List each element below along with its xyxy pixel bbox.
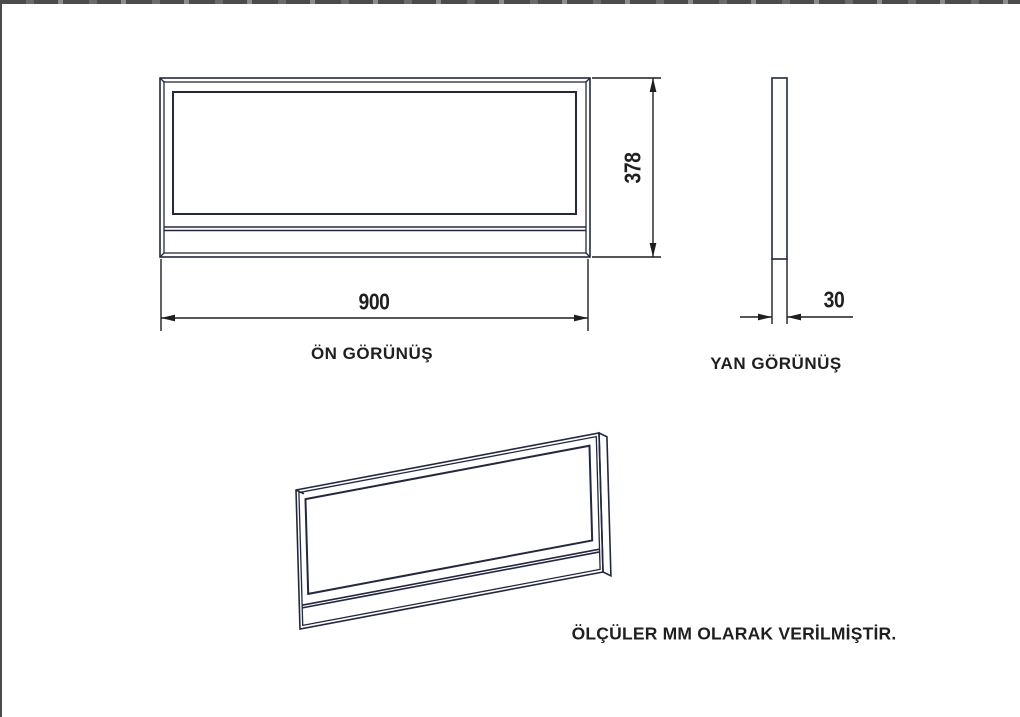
arrowhead-right-icon: [758, 314, 772, 321]
units-note: ÖLÇÜLER MM OLARAK VERİLMİŞTİR.: [571, 623, 897, 644]
thickness-dimension-label: 30: [823, 286, 845, 313]
arrowhead-left-icon: [161, 315, 175, 322]
arrowhead-right-icon: [574, 315, 588, 322]
side-view-drawing: [772, 78, 787, 259]
height-dimension-label: 378: [619, 152, 646, 184]
front-mirror-opening: [173, 92, 576, 214]
dimensions: [161, 78, 853, 331]
arrowhead-left-icon: [787, 314, 801, 321]
arrowhead-up-icon: [650, 78, 657, 92]
perspective-side-thickness: [599, 432, 611, 578]
perspective-shelf-rail-top: [302, 549, 599, 605]
perspective-shelf-rail-bottom: [302, 552, 599, 608]
perspective-mirror-opening: [305, 446, 592, 594]
perspective-view-drawing: [296, 432, 611, 635]
front-view-label: ÖN GÖRÜNÜŞ: [310, 344, 434, 363]
front-view-drawing: [160, 78, 590, 257]
side-panel-outline: [772, 78, 787, 259]
side-view-label: YAN GÖRÜNÜŞ: [710, 354, 842, 373]
width-dimension-label: 900: [358, 288, 390, 315]
arrowhead-down-icon: [650, 243, 657, 257]
